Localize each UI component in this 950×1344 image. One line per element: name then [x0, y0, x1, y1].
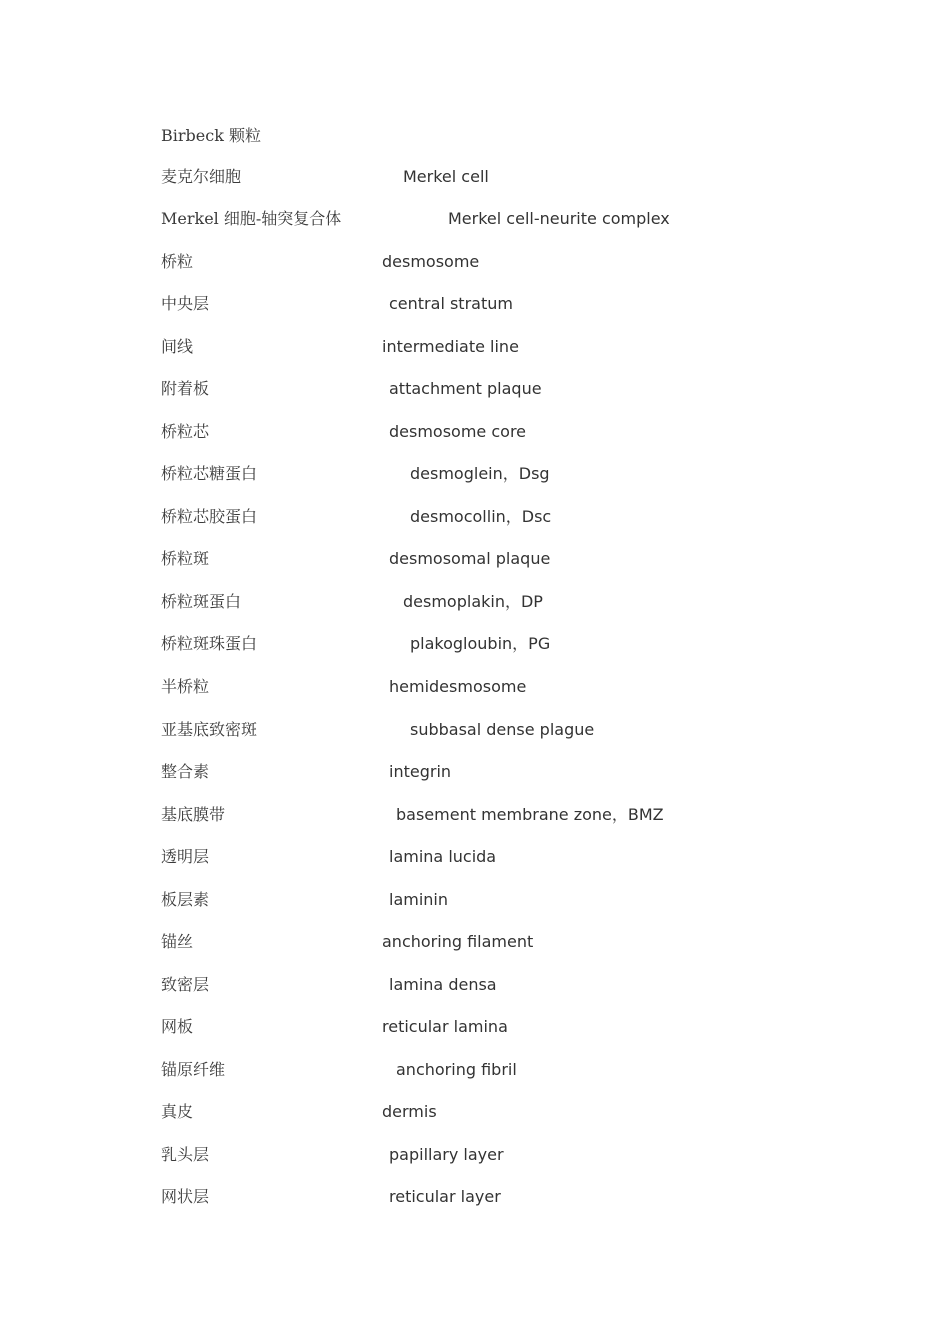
glossary-row	[161, 1058, 781, 1082]
chinese-term: 桥粒斑珠蛋白	[161, 634, 258, 653]
english-term: desmosomal plaque	[389, 549, 551, 568]
chinese-term: 锚原纤维	[161, 1060, 226, 1079]
english-term: central stratum	[389, 294, 513, 313]
chinese-term: 整合素	[161, 762, 210, 781]
glossary-row	[161, 505, 781, 529]
english-term: hemidesmosome	[389, 677, 527, 696]
glossary-row	[161, 124, 781, 148]
glossary-row	[161, 420, 781, 444]
english-term: anchoring filament	[382, 932, 534, 951]
chinese-term: 网板	[161, 1017, 194, 1036]
english-term: anchoring fibril	[396, 1060, 517, 1079]
glossary-row	[161, 632, 781, 656]
glossary-row	[161, 335, 781, 359]
chinese-term: 桥粒斑	[161, 549, 210, 568]
english-term: lamina lucida	[389, 847, 497, 866]
chinese-term: 桥粒芯胶蛋白	[161, 507, 258, 526]
english-term: papillary layer	[389, 1145, 504, 1164]
glossary-row	[161, 760, 781, 784]
glossary-row	[161, 377, 781, 401]
glossary-row	[161, 165, 781, 189]
chinese-term: 桥粒芯糖蛋白	[161, 464, 258, 483]
chinese-term: 致密层	[161, 975, 210, 994]
chinese-term: 基底膜带	[161, 805, 226, 824]
english-term: desmoplakin，DP	[403, 592, 543, 611]
glossary-row	[161, 250, 781, 274]
chinese-term: 麦克尔细胞	[161, 167, 242, 186]
english-term: Merkel cell-neurite complex	[448, 209, 670, 228]
chinese-term: 亚基底致密斑	[161, 720, 258, 739]
english-term: lamina densa	[389, 975, 497, 994]
chinese-term: 网状层	[161, 1187, 210, 1206]
english-term: desmosome	[382, 252, 480, 271]
chinese-term: 桥粒斑蛋白	[161, 592, 242, 611]
english-term: plakogloubin，PG	[410, 634, 551, 653]
glossary-row	[161, 292, 781, 316]
chinese-term: 透明层	[161, 847, 210, 866]
english-term: intermediate line	[382, 337, 519, 356]
english-term: laminin	[389, 890, 449, 909]
english-term: reticular lamina	[382, 1017, 508, 1036]
glossary-row	[161, 675, 781, 699]
glossary-row	[161, 1185, 781, 1209]
glossary-row	[161, 207, 781, 231]
glossary-row	[161, 1015, 781, 1039]
glossary-row	[161, 547, 781, 571]
english-term: basement membrane zone，BMZ	[396, 805, 664, 824]
glossary-row	[161, 718, 781, 742]
glossary-row	[161, 1143, 781, 1167]
english-term: attachment plaque	[389, 379, 542, 398]
chinese-term: 桥粒芯	[161, 422, 210, 441]
chinese-term: 板层素	[161, 890, 210, 909]
glossary-row	[161, 845, 781, 869]
chinese-term: Birbeck 颗粒	[161, 126, 261, 145]
glossary-row	[161, 803, 781, 827]
english-term: desmocollin，Dsc	[410, 507, 552, 526]
english-term: integrin	[389, 762, 452, 781]
glossary-row	[161, 1100, 781, 1124]
english-term: Merkel cell	[403, 167, 489, 186]
chinese-term: 锚丝	[161, 932, 194, 951]
chinese-term: 间线	[161, 337, 194, 356]
glossary-row	[161, 590, 781, 614]
chinese-term: 真皮	[161, 1102, 194, 1121]
glossary-row	[161, 462, 781, 486]
english-term: desmoglein，Dsg	[410, 464, 550, 483]
glossary-row	[161, 888, 781, 912]
chinese-term: 附着板	[161, 379, 210, 398]
english-term: reticular layer	[389, 1187, 501, 1206]
english-term: subbasal dense plague	[410, 720, 595, 739]
chinese-term: 中央层	[161, 294, 210, 313]
english-term: dermis	[382, 1102, 437, 1121]
glossary-row	[161, 930, 781, 954]
chinese-term: 桥粒	[161, 252, 194, 271]
chinese-term: 半桥粒	[161, 677, 210, 696]
chinese-term: Merkel 细胞-轴突复合体	[161, 209, 342, 228]
glossary-row	[161, 973, 781, 997]
english-term: desmosome core	[389, 422, 527, 441]
chinese-term: 乳头层	[161, 1145, 210, 1164]
